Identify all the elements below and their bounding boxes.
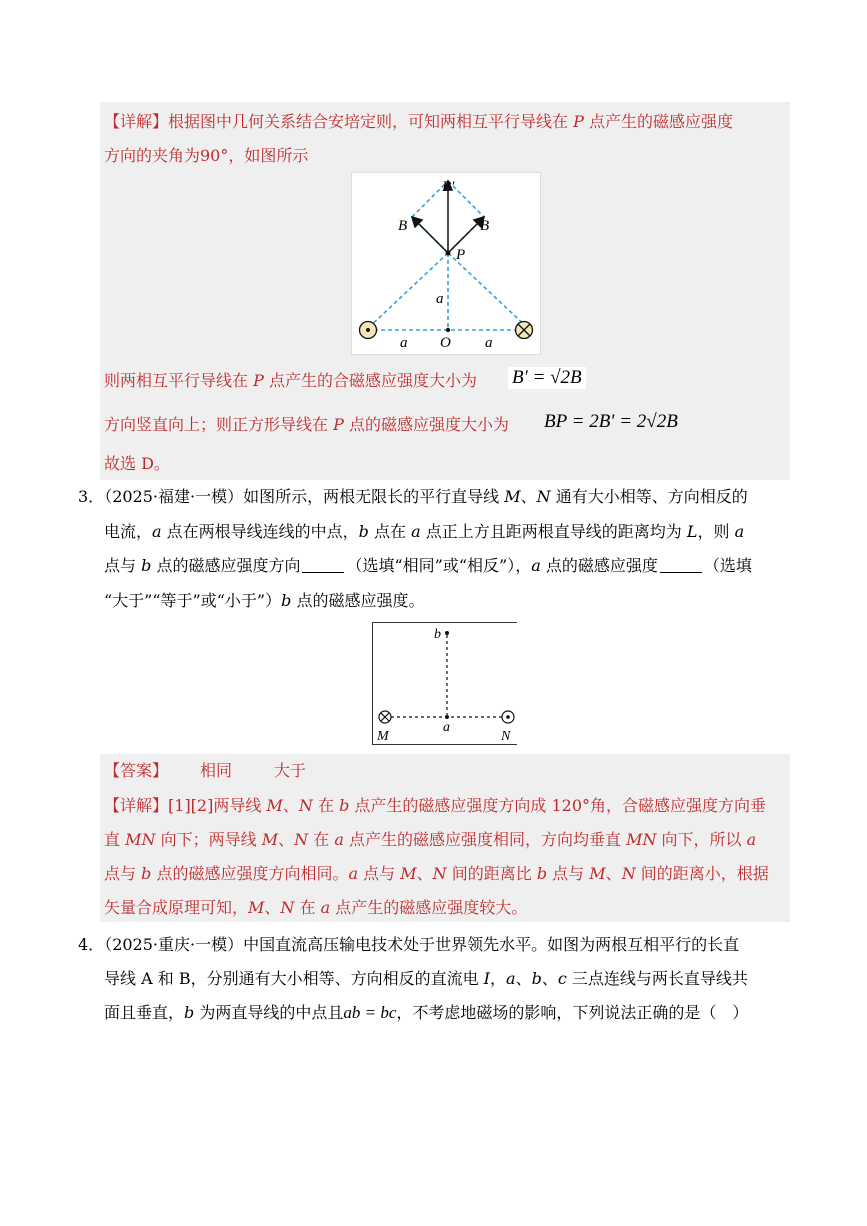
q3-line-4: “大于”“等于”或“小于”）b 点的磁感应强度。 xyxy=(104,591,425,610)
q3-line-1: 3．（2025·福建·一模）如图所示，两根无限长的平行直导线 M、N 通有大小相等、方向相反的 xyxy=(78,487,748,506)
label-O: O xyxy=(440,335,451,351)
detail-line-2: 方向的夹角为90°，如图所示 xyxy=(104,146,309,165)
detail-line-3: 则两相互平行导线在 P 点产生的合磁感应强度大小为 xyxy=(104,371,477,390)
detail-line-5: 故选 D。 xyxy=(104,454,170,473)
detail3-line-1: 【详解】[1][2]两导线 M、N 在 b 点产生的磁感应强度方向成 120°角，合磁感应强度方向垂 xyxy=(104,796,767,815)
label-a: a xyxy=(443,720,450,735)
answer-line: 【答案】 相同 大于 xyxy=(104,761,307,780)
label-a-vertical: a xyxy=(436,291,444,307)
detail3-line-4: 矢量合成原理可知，M、N 在 a 点产生的磁感应强度较大。 xyxy=(104,898,528,917)
answer-blank-2[interactable] xyxy=(660,557,702,573)
q4-line-1: 4．（2025·重庆·一模）中国直流高压输电技术处于世界领先水平。如图为两根互相平行的长直 xyxy=(78,935,740,954)
formula-bp: BP = 2B′ = 2√2B xyxy=(544,411,678,432)
formula-b-prime: B′ = √2B xyxy=(508,367,586,389)
label-b: b xyxy=(434,627,441,642)
figure-two-wires xyxy=(372,622,517,745)
label-a-left: a xyxy=(400,335,408,351)
label-M: M xyxy=(377,729,389,744)
label-a-right: a xyxy=(485,335,493,351)
label-B-prime: B′ xyxy=(442,179,455,195)
answer-blank-1[interactable] xyxy=(302,557,344,573)
figure-magnetic-field-diagram xyxy=(351,172,541,355)
detail-line-1: 【详解】根据图中几何关系结合安培定则，可知两相互平行导线在 P 点产生的磁感应强度 xyxy=(104,112,733,131)
label-P: P xyxy=(456,247,466,263)
detail3-line-3: 点与 b 点的磁感应强度方向相同。a 点与 M、N 间的距离比 b 点与 M、N 间的距离小，根据 xyxy=(104,864,769,883)
q3-line-3: 点与 b 点的磁感应强度方向 （选填“相同”或“相反”），a 点的磁感应强度 （选填 xyxy=(104,556,752,575)
label-B-right: B xyxy=(480,218,490,234)
label-B-left: B xyxy=(398,218,408,234)
detail-line-4: 方向竖直向上；则正方形导线在 P 点的磁感应强度大小为 xyxy=(104,415,509,434)
q3-line-2: 电流，a 点在两根导线连线的中点，b 点在 a 点正上方且距两根直导线的距离均为 L，则 a xyxy=(104,522,745,541)
detail3-line-2: 直 MN 向下；两导线 M、N 在 a 点产生的磁感应强度相同，方向均垂直 MN 向下，所以 a xyxy=(104,830,757,849)
q4-line-2: 导线 A 和 B，分别通有大小相等、方向相反的直流电 I，a、b、c 三点连线与两长直导线共 xyxy=(104,969,748,988)
label-N: N xyxy=(501,729,511,744)
q4-line-3: 面且垂直，b 为两直导线的中点且ab = bc，不考虑地磁场的影响，下列说法正确的是（ ） xyxy=(104,1003,749,1022)
